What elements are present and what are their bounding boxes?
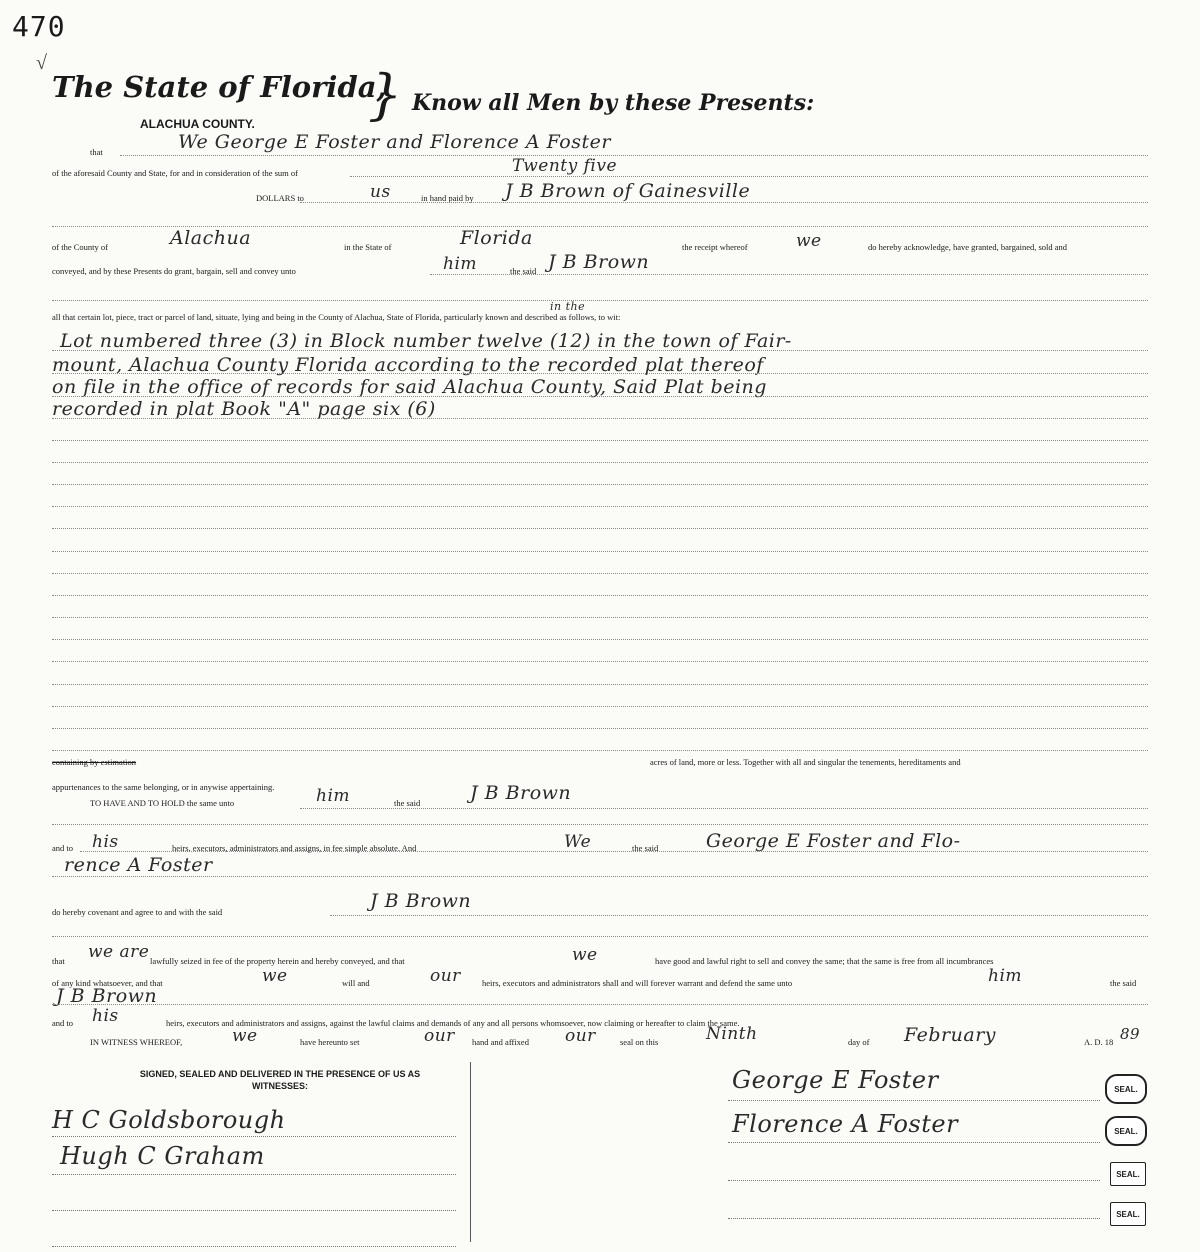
seized-handwriting: we are <box>88 942 150 962</box>
covenant-text: do hereby covenant and agree to and with the said <box>52 907 223 917</box>
state-of-text: in the State of <box>344 242 392 252</box>
conveyed-text: conveyed, and by these Presents do grant, bargain, sell and convey unto <box>52 266 296 276</box>
state-handwriting: Florida <box>460 227 533 249</box>
witness-1-signature: H C Goldsborough <box>52 1106 286 1134</box>
to-have-text: TO HAVE AND TO HOLD the same unto <box>90 798 235 808</box>
acknowledge-text: do hereby acknowledge, have granted, bargained, sold and <box>868 242 1068 252</box>
county-of-text: of the County of <box>52 242 108 252</box>
description-line-3: on file in the office of records for said Alachua County, Said Plat being <box>52 376 767 398</box>
any-kind-we-handwriting: we <box>262 966 288 986</box>
unto-him-handwriting: him <box>988 966 1023 986</box>
and-to-text: and to <box>52 843 74 853</box>
description-line-2: mount, Alachua County Florida according to the recorded plat thereof <box>52 354 764 376</box>
appurtenances-text: appurtenances to the same belonging, or in anywise appertaining. <box>52 782 275 792</box>
sum-handwriting: Twenty five <box>512 156 618 176</box>
description-line-4: recorded in plat Book "A" page six (6) <box>52 398 436 420</box>
to-whom-handwriting: us <box>370 182 391 202</box>
seal-mark-2 <box>1105 1116 1147 1146</box>
seal-on-this-text: seal on this <box>620 1037 659 1047</box>
aforesaid-text: of the aforesaid County and State, for and in consideration of the sum of <box>52 168 298 178</box>
seal-label: SEAL. <box>1114 1084 1138 1094</box>
receipt-handwriting: we <box>796 231 822 251</box>
know-all-men-heading: Know all Men by these Presents: <box>412 90 815 116</box>
heirs-fee-text: heirs, executors, administrators and assigns, in fee simple absolute. And <box>172 843 417 853</box>
and-to-2-text: and to <box>52 1018 74 1028</box>
our-handwriting: our <box>430 966 461 986</box>
county-handwriting: Alachua <box>170 227 252 249</box>
dollars-to-text: DOLLARS to <box>256 193 304 203</box>
heading-brace: } <box>368 63 403 126</box>
will-and-text: will and <box>342 978 370 988</box>
receipt-text: the receipt whereof <box>682 242 748 252</box>
ad-text: A. D. 18 <box>1084 1037 1114 1047</box>
day-handwriting: Ninth <box>706 1024 758 1044</box>
containing-text: containing by estimation <box>52 757 137 767</box>
that-we-handwriting: we <box>572 945 598 965</box>
county-heading: ALACHUA COUNTY. <box>140 117 255 131</box>
page-number: 470 <box>12 10 66 43</box>
and-to-handwriting: his <box>92 832 119 852</box>
seal-mark-1 <box>1105 1074 1147 1104</box>
that-label: that <box>90 147 103 157</box>
grantors-handwriting: We George E Foster and Florence A Foster <box>178 131 611 153</box>
heirs-claims-text: heirs, executors and administrators and assigns, against the lawful claims and demands of any and all persons whomsoever, now claiming or hereafter to claim the same. <box>166 1018 740 1028</box>
unto-handwriting: him <box>443 254 478 274</box>
have-hereunto-text: have hereunto set <box>300 1037 360 1047</box>
witness-2-signature: Hugh C Graham <box>60 1142 265 1170</box>
hold-unto-handwriting: him <box>316 786 351 806</box>
paid-by-handwriting: J B Brown of Gainesville <box>505 180 751 202</box>
state-heading: The State of Florida, <box>52 70 387 104</box>
seal-label: SEAL. <box>1116 1209 1140 1219</box>
grantor-2-signature: Florence A Foster <box>732 1110 959 1138</box>
the-said-4-text: the said <box>1110 978 1137 988</box>
witness-whereof-text: IN WITNESS WHEREOF, <box>90 1037 183 1047</box>
grantors-cont-handwriting: rence A Foster <box>64 854 213 876</box>
check-mark: √ <box>36 52 47 74</box>
grantor-1-signature: George E Foster <box>732 1066 939 1094</box>
heirs-warrant-text: heirs, executors and administrators shall and will forever warrant and defend the same unto <box>482 978 793 988</box>
day-of-text: day of <box>848 1037 870 1047</box>
hand-affixed-text: hand and affixed <box>472 1037 529 1047</box>
grantee-handwriting: J B Brown <box>548 251 650 273</box>
covenant-with-handwriting: J B Brown <box>370 890 472 912</box>
description-line-1: Lot numbered three (3) in Block number twelve (12) in the town of Fair- <box>60 330 792 352</box>
seal-mark-4 <box>1110 1202 1146 1226</box>
lawfully-text: lawfully seized in fee of the property herein and hereby conveyed, and that <box>150 956 405 966</box>
witnesses-heading: SIGNED, SEALED AND DELIVERED IN THE PRESENCE OF US AS WITNESSES: <box>139 1069 421 1091</box>
the-said-text: the said <box>510 266 537 276</box>
seal-mark-3 <box>1110 1162 1146 1186</box>
witness-divider <box>470 1062 471 1242</box>
and-to-his-handwriting: his <box>92 1006 119 1026</box>
and-we-handwriting: We <box>564 832 592 852</box>
witness-we-handwriting: we <box>232 1026 258 1046</box>
seal-label: SEAL. <box>1116 1169 1140 1179</box>
acres-text: acres of land, more or less. Together with all and singular the tenements, hereditaments and <box>650 757 961 767</box>
insert-handwriting: in the <box>550 300 586 313</box>
said-grantee-handwriting: J B Brown <box>56 985 158 1007</box>
said-grantors-handwriting: George E Foster and Flo- <box>706 830 961 852</box>
that-text: that <box>52 956 65 966</box>
set-our-handwriting: our <box>424 1026 455 1046</box>
month-handwriting: February <box>904 1024 997 1046</box>
any-kind-text: of any kind whatsoever, and that <box>52 978 163 988</box>
hold-said-handwriting: J B Brown <box>470 782 572 804</box>
the-said-3-text: the said <box>632 843 659 853</box>
paid-by-text: in hand paid by <box>421 193 474 203</box>
good-right-text: have good and lawful right to sell and convey the same; that the same is free from all incumbrances <box>655 956 994 966</box>
year-handwriting: 89 <box>1120 1025 1141 1043</box>
all-that-text: all that certain lot, piece, tract or parcel of land, situate, lying and being in the County of Alachua, State of Florida, particularly known and described as follows, to wit: <box>52 312 621 322</box>
affixed-our-handwriting: our <box>565 1026 596 1046</box>
the-said-2-text: the said <box>394 798 421 808</box>
seal-label: SEAL. <box>1114 1126 1138 1136</box>
